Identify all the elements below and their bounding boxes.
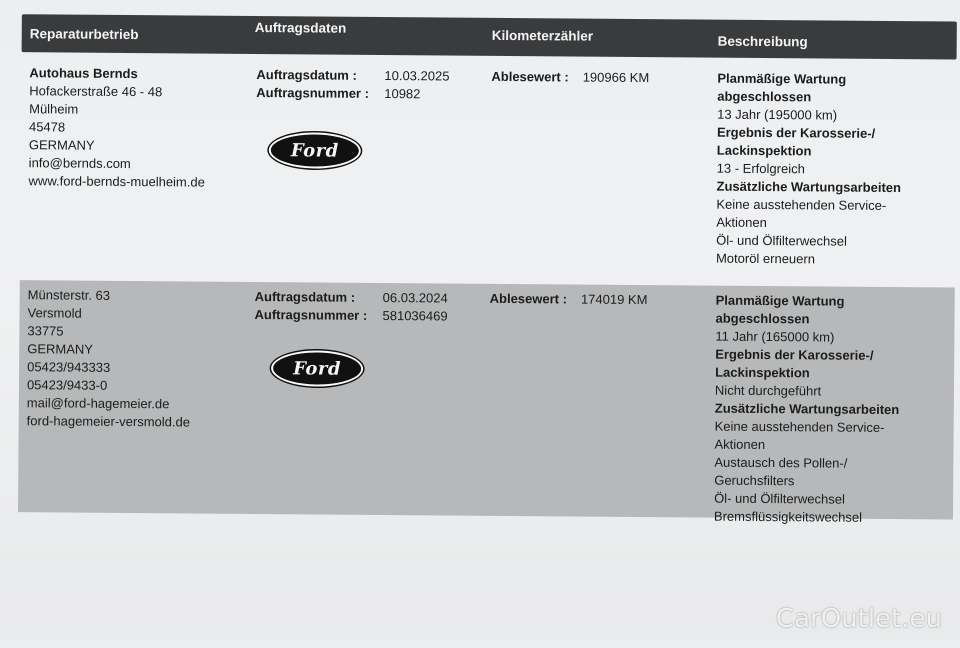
shop-address-line: Münsterstr. 63 <box>27 287 111 303</box>
table-header <box>22 14 957 59</box>
description-line: Planmäßige Wartung <box>715 292 845 309</box>
shop-name: Autohaus Bernds <box>29 65 138 82</box>
description-line: Nicht durchgeführt <box>714 382 822 399</box>
description-line: Ergebnis der Karosserie-/ <box>716 124 876 141</box>
shop-website: ford-hagemeier-versmold.de <box>26 413 191 430</box>
order-date-value: 06.03.2024 <box>382 290 448 306</box>
description-cell <box>714 292 951 528</box>
description-line: Öl- und Ölfilterwechsel <box>716 232 847 249</box>
description-line: Bremsflüssigkeitswechsel <box>713 508 863 525</box>
shop-email: info@bernds.com <box>28 155 131 172</box>
shop-address-line: Versmold <box>27 305 82 321</box>
description-line: Zusätzliche Wartungsarbeiten <box>716 178 902 196</box>
header-odometer: Kilometerzähler <box>491 27 594 44</box>
description-line: 11 Jahr (165000 km) <box>715 328 835 345</box>
description-line: Aktionen <box>714 436 766 453</box>
odometer-cell <box>491 68 711 88</box>
order-number-value: 10982 <box>384 86 421 102</box>
odometer-value: 174019 KM <box>580 291 648 308</box>
header-repair-shop: Reparaturbetrieb <box>29 26 139 43</box>
shop-address-line: 33775 <box>27 323 64 339</box>
order-number-value: 581036469 <box>382 308 448 324</box>
description-line: Lackinspektion <box>715 364 810 381</box>
description-line: Zusätzliche Wartungsarbeiten <box>714 400 900 418</box>
header-description: Beschreibung <box>717 33 808 50</box>
header-order-data: Auftragsdaten <box>254 20 347 36</box>
order-number-label: Auftragsnummer : <box>254 307 368 323</box>
order-data-cell <box>256 66 476 104</box>
description-line: abgeschlossen <box>717 88 812 105</box>
odometer-value: 190966 KM <box>582 69 650 86</box>
order-number-label: Auftragsnummer : <box>256 85 370 101</box>
shop-phone: 05423/9433-0 <box>26 377 108 393</box>
description-line: Geruchsfilters <box>714 472 795 489</box>
description-line: 13 Jahr (195000 km) <box>717 106 838 123</box>
watermark-logo: CarOutlet.eu <box>775 604 942 634</box>
order-date-label: Auftragsdatum : <box>256 67 357 83</box>
description-line: Keine ausstehenden Service- <box>714 418 885 435</box>
odometer-label: Ablesewert : <box>489 290 568 307</box>
shop-email: mail@ford-hagemeier.de <box>26 395 170 412</box>
shop-address-line: GERMANY <box>28 137 95 153</box>
order-date-label: Auftragsdatum : <box>254 289 356 305</box>
description-line: Planmäßige Wartung <box>717 70 847 87</box>
order-data-cell <box>254 288 474 326</box>
repair-shop-cell <box>29 64 250 192</box>
shop-phone: 05423/943333 <box>27 359 111 375</box>
description-line: Ergebnis der Karosserie-/ <box>715 346 874 363</box>
shop-website: www.ford-bernds-muelheim.de <box>28 173 205 190</box>
shop-address-line: 45478 <box>28 119 66 135</box>
order-date-value: 10.03.2025 <box>384 68 450 84</box>
description-line: Motoröl erneuern <box>715 250 816 267</box>
shop-address-line: Hofackerstraße 46 - 48 <box>29 83 163 100</box>
odometer-cell <box>490 290 710 310</box>
description-line: 13 - Erfolgreich <box>716 160 805 177</box>
odometer-label: Ablesewert : <box>491 68 569 85</box>
repair-shop-cell <box>27 286 248 432</box>
description-line: Öl- und Ölfilterwechsel <box>714 490 845 507</box>
description-line: abgeschlossen <box>715 310 810 327</box>
table-row <box>20 58 957 279</box>
description-line: Aktionen <box>716 214 767 231</box>
description-line: Austausch des Pollen-/ <box>714 454 848 471</box>
shop-address-line: GERMANY <box>27 341 94 357</box>
shop-address-line: Mülheim <box>29 101 79 117</box>
description-line: Keine ausstehenden Service- <box>716 196 887 213</box>
description-cell <box>716 70 953 270</box>
table-row <box>18 280 955 525</box>
ford-logo-icon: Ford <box>269 132 361 169</box>
ford-logo-icon: Ford <box>271 350 363 387</box>
description-line: Lackinspektion <box>716 142 812 159</box>
